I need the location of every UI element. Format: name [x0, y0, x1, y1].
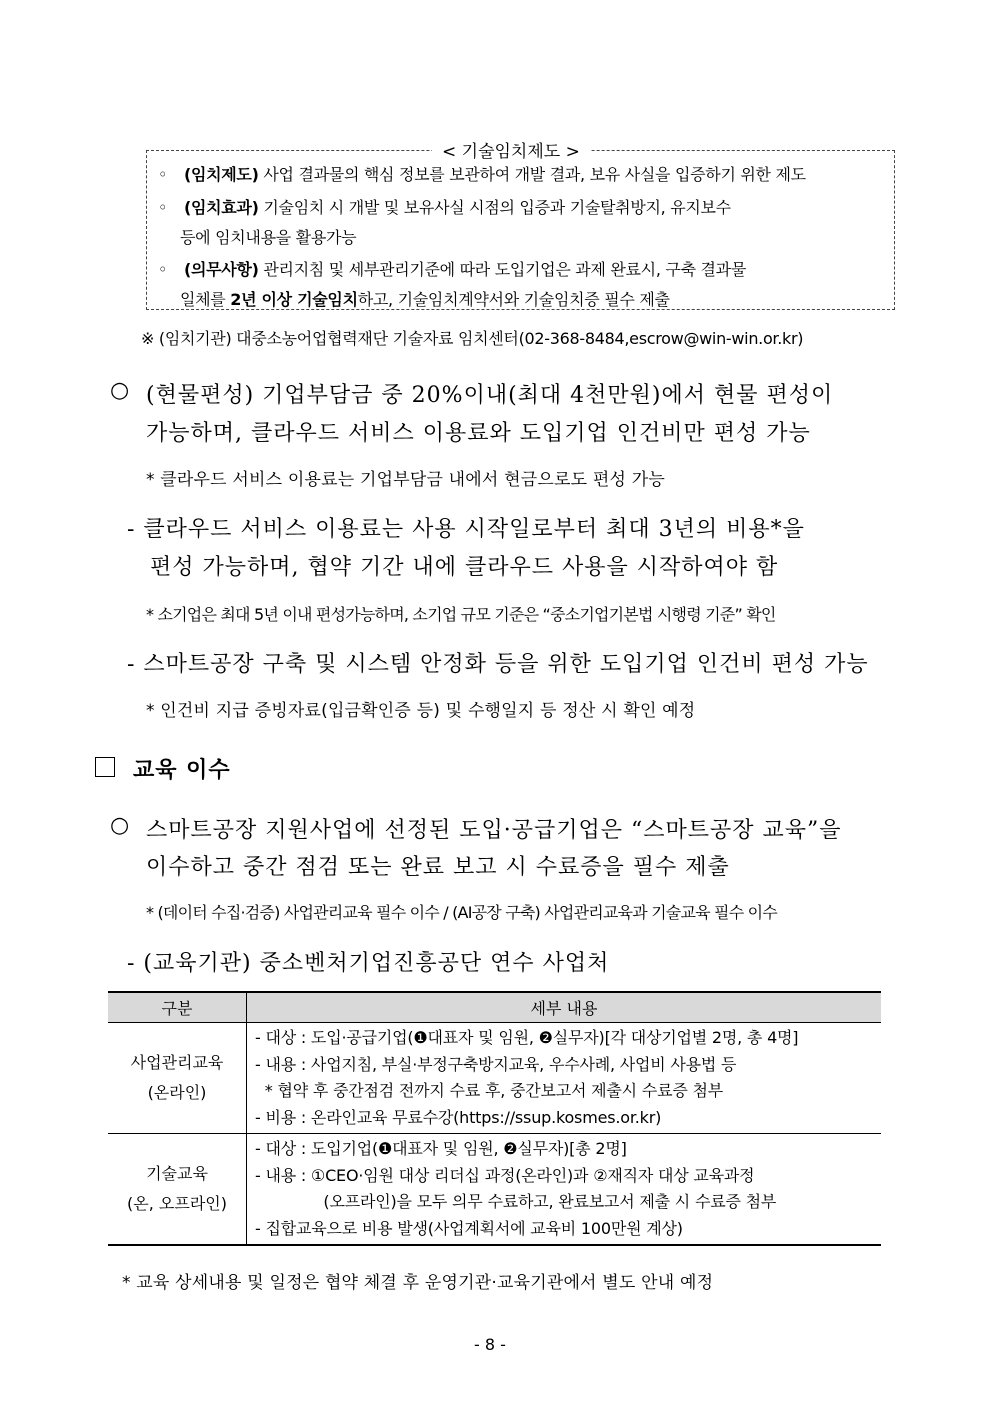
table-header-category: 구분 — [108, 992, 247, 1023]
box-item-2-term: (임치효과) — [183, 198, 259, 217]
section1-note2: * 소기업은 최대 5년 이내 편성가능하며, 소기업 규모 기준은 “중소기업기본법 시행령 기준” 확인 — [146, 605, 776, 624]
table-note: * 교육 상세내용 및 일정은 협약 체결 후 운영기관·교육기관에서 별도 안내 예정 — [122, 1273, 714, 1293]
box-item-3-cont — [180, 287, 670, 310]
detail-line: - 대상 : 도입·공급기업(❶대표자 및 임원, ❷실무자)[각 대상기업별 2명, 총 4명] — [255, 1028, 799, 1047]
box-item-3-cont-bold: 2년 이상 기술임치 — [230, 290, 358, 309]
category-sublabel: (온, 오프라인) — [127, 1194, 227, 1213]
box-item-3-cont-b: 하고, 기술임치계약서와 기술임치증 필수 제출 — [357, 290, 670, 309]
category-label: 사업관리교육 — [130, 1053, 224, 1072]
section1-dash1-line1: - 클라우드 서비스 이용료는 사용 시작일로부터 최대 3년의 비용*을 — [127, 517, 805, 542]
box-item-3 — [158, 257, 746, 280]
box-item-2 — [158, 195, 731, 218]
education-table — [108, 991, 881, 1246]
box-item-3-term: (의무사항) — [183, 260, 259, 279]
box-item-1-bullet: ◦ — [158, 165, 168, 184]
detail-line: * 협약 후 중간점검 전까지 수료 후, 중간보고서 제출시 수료증 첨부 — [255, 1081, 723, 1100]
detail-line: - 내용 : ①CEO·임원 대상 리더십 과정(온라인)과 ②재직자 대상 교육과정 — [255, 1165, 755, 1185]
table-row — [108, 1134, 881, 1246]
section1-line1: (현물편성) 기업부담금 중 20%이내(최대 4천만원)에서 현물 편성이 — [146, 383, 834, 408]
section-checkbox-icon — [95, 757, 115, 777]
section2-note1: * (데이터 수집·검증) 사업관리교육 필수 이수 / (AI공장 구축) 사업관리교육과 기술교육 필수 이수 — [146, 903, 777, 922]
table-row-details — [247, 1134, 882, 1246]
detail-line: (오프라인)을 모두 의무 수료하고, 완료보고서 제출 시 수료증 첨부 — [255, 1192, 777, 1211]
table-header-row — [108, 992, 881, 1023]
section1-note1: * 클라우드 서비스 이용료는 기업부담금 내에서 현금으로도 편성 가능 — [146, 470, 665, 490]
section2-dash1: - (교육기관) 중소벤처기업진흥공단 연수 사업처 — [127, 951, 610, 976]
detail-line: - 내용 : 사업지침, 부실·부정구축방지교육, 우수사례, 사업비 사용법 등 — [255, 1054, 737, 1074]
category-sublabel: (온라인) — [147, 1083, 207, 1102]
box-title: < 기술임치제도 > — [432, 137, 590, 162]
section1-line2: 가능하며, 클라우드 서비스 이용료와 도입기업 인건비만 편성 가능 — [146, 421, 811, 446]
section1-bullet: ○ — [110, 378, 131, 403]
table-row-category — [108, 1023, 247, 1134]
section1-dash1-line2: 편성 가능하며, 협약 기간 내에 클라우드 사용을 시작하여야 함 — [150, 555, 779, 580]
page-number: - 8 - — [474, 1335, 506, 1354]
escrow-agency-note: ※ (임치기관) 대중소농어업협력재단 기술자료 임치센터(02-368-8484,escrow@win-win.or.kr) — [141, 329, 804, 348]
box-item-3-cont-a: 일체를 — [180, 290, 231, 309]
table-row-details — [247, 1023, 882, 1134]
box-item-2-cont: 등에 임치내용을 활용가능 — [180, 228, 357, 247]
section2-bullet: ○ — [110, 813, 131, 838]
box-item-3-text: 관리지침 및 세부관리기준에 따라 도입기업은 과제 완료시, 구축 결과물 — [258, 260, 746, 279]
detail-line: - 비용 : 온라인교육 무료수강(https://ssup.kosmes.or.kr) — [255, 1107, 662, 1127]
category-label: 기술교육 — [146, 1164, 208, 1183]
section2-heading: 교육 이수 — [133, 757, 231, 783]
section1-dash2: - 스마트공장 구축 및 시스템 안정화 등을 위한 도입기업 인건비 편성 가능 — [127, 652, 869, 677]
box-item-1-text: 사업 결과물의 핵심 정보를 보관하여 개발 결과, 보유 사실을 입증하기 위한 제도 — [258, 165, 806, 184]
table-header-details: 세부 내용 — [247, 992, 882, 1023]
section1-note3: * 인건비 지급 증빙자료(입금확인증 등) 및 수행일지 등 정산 시 확인 예정 — [146, 701, 696, 721]
box-item-1-term: (임치제도) — [183, 165, 259, 184]
box-item-2-text: 기술임치 시 개발 및 보유사실 시점의 입증과 기술탈취방지, 유지보수 — [258, 198, 731, 217]
box-item-3-bullet: ◦ — [158, 260, 168, 279]
box-item-2-bullet: ◦ — [158, 198, 168, 217]
detail-line: - 집합교육으로 비용 발생(사업계획서에 교육비 100만원 계상) — [255, 1218, 683, 1238]
detail-line: - 대상 : 도입기업(❶대표자 및 임원, ❷실무자)[총 2명] — [255, 1139, 627, 1158]
box-item-1 — [158, 162, 806, 185]
section2-line2: 이수하고 중간 점검 또는 완료 보고 시 수료증을 필수 제출 — [146, 855, 730, 880]
table-row — [108, 1023, 881, 1134]
table-row-category — [108, 1134, 247, 1246]
section2-line1: 스마트공장 지원사업에 선정된 도입·공급기업은 “스마트공장 교육”을 — [146, 818, 842, 843]
